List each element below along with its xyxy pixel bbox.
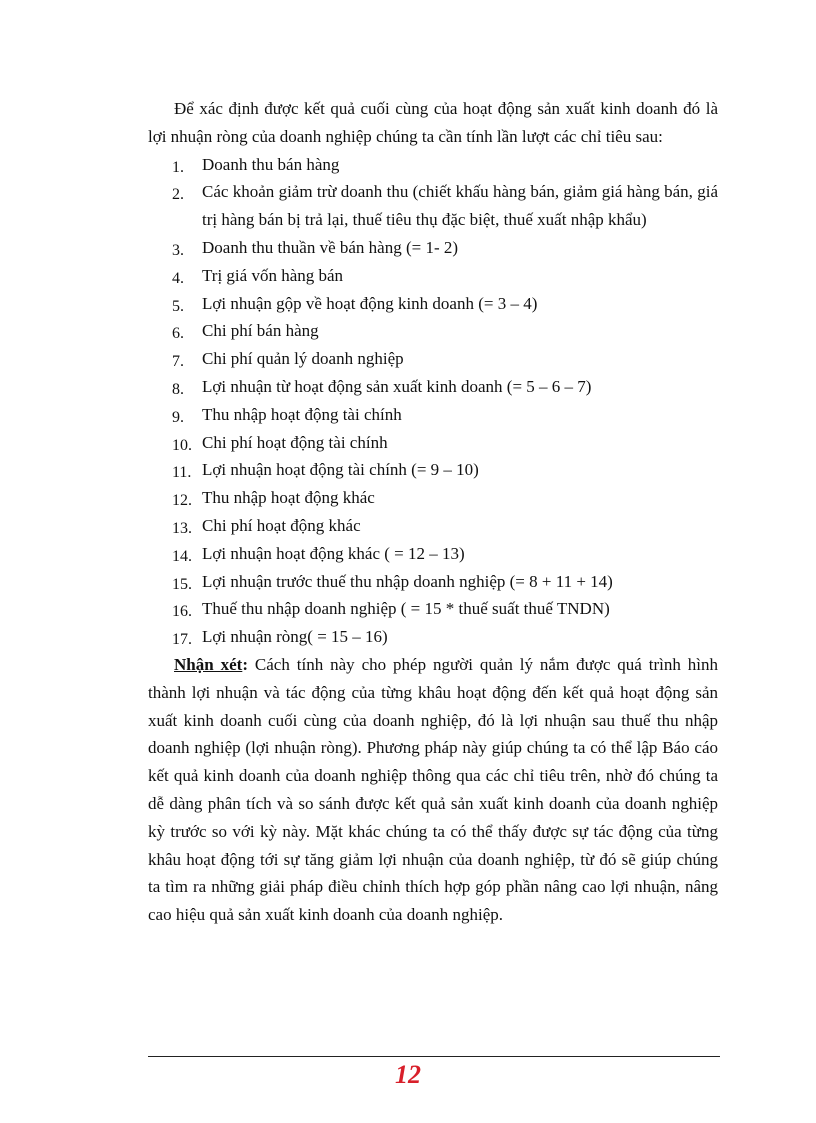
list-item-text: Thu nhập hoạt động tài chính (202, 404, 402, 424)
remark-text: Cách tính này cho phép người quản lý nắm được quá trình hình thành lợi nhuận và tác động của từng khâu hoạt động đến kết quả hoạt động sản xuất kinh doanh cuối cùng của doanh nghiệp, đó là lợi nhuận sau thuế thu nhập doanh nghiệp (lợi nhuận ròng). Phương pháp này giúp chúng ta có thể lập Báo cáo kết quả kinh doanh của doanh nghiệp thông qua các chỉ tiêu trên, nhờ đó chúng ta dễ dàng phân tích và so sánh được kết quả sản xuất kinh doanh của doanh nghiệp kỳ trước so với kỳ này. Mặt khác chúng ta có thể thấy được sự tác động của từng khâu hoạt động tới sự tăng giảm lợi nhuận của doanh nghiệp, từ đó sẽ giúp chúng ta tìm ra những giải pháp điều chỉnh thích hợp góp phần nâng cao lợi nhuận, nâng cao hiệu quả sản xuất kinh doanh của doanh nghiệp. (148, 654, 718, 925)
list-item-number: 7. (172, 353, 184, 371)
list-item-text: Chi phí bán hàng (202, 321, 319, 341)
list-item-number: 13. (172, 519, 192, 537)
remark-colon: : (242, 654, 248, 674)
list-item-number: 3. (172, 241, 184, 259)
list-item-text: Trị giá vốn hàng bán (202, 265, 344, 285)
footer-divider (148, 1056, 720, 1057)
list-item (148, 373, 718, 401)
list-item-number: 6. (172, 325, 184, 343)
list-item-number: 10. (172, 436, 192, 454)
list-item-text: Lợi nhuận hoạt động tài chính (= 9 – 10) (202, 460, 479, 480)
document-body (148, 95, 718, 929)
page-number: 12 (395, 1060, 421, 1089)
list-item-number: 5. (172, 297, 184, 315)
list-item-number: 16. (172, 603, 192, 621)
list-item (148, 345, 718, 373)
list-item (148, 151, 718, 179)
list-item-number: 14. (172, 547, 192, 565)
list-item-text: Chi phí hoạt động tài chính (202, 432, 388, 452)
list-item-number: 2. (172, 186, 184, 204)
list-item-number: 9. (172, 408, 184, 426)
list-item-number: 4. (172, 269, 184, 287)
intro-paragraph: Để xác định được kết quả cuối cùng của hoạt động sản xuất kinh doanh đó là lợi nhuận ròng của doanh nghiệp chúng ta cần tính lần lượt các chỉ tiêu sau: (148, 99, 718, 146)
list-item (148, 623, 718, 651)
list-item (148, 456, 718, 484)
list-item-text: Doanh thu bán hàng (202, 154, 340, 174)
list-item (148, 262, 718, 290)
list-item-number: 1. (172, 158, 184, 176)
list-item (148, 568, 718, 596)
list-item (148, 178, 718, 234)
list-item-number: 17. (172, 631, 192, 649)
list-item (148, 317, 718, 345)
remark-label: Nhận xét (174, 654, 243, 674)
list-item-text: Lợi nhuận hoạt động khác ( = 12 – 13) (202, 543, 465, 563)
list-item-text: Lợi nhuận trước thuế thu nhập doanh nghiệp (= 8 + 11 + 14) (202, 571, 613, 591)
list-item-number: 12. (172, 492, 192, 510)
list-item-text: Lợi nhuận gộp về hoạt động kinh doanh (= 3 – 4) (202, 293, 538, 313)
indicator-list (148, 151, 718, 651)
list-item (148, 429, 718, 457)
list-item-number: 8. (172, 380, 184, 398)
list-item (148, 595, 718, 623)
list-item-text: Lợi nhuận ròng( = 15 – 16) (202, 627, 388, 647)
list-item-number: 11. (172, 464, 192, 482)
list-item-text: Chi phí hoạt động khác (202, 515, 361, 535)
list-item (148, 484, 718, 512)
list-item (148, 290, 718, 318)
list-item (148, 234, 718, 262)
list-item-text: Lợi nhuận từ hoạt động sản xuất kinh doanh (= 5 – 6 – 7) (202, 376, 592, 396)
list-item-number: 15. (172, 575, 192, 593)
list-item (148, 540, 718, 568)
list-item (148, 401, 718, 429)
list-item-text: Các khoản giảm trừ doanh thu (chiết khấu hàng bán, giảm giá hàng bán, giá trị hàng bán bị trả lại, thuế tiêu thụ đặc biệt, thuế xuất nhập khẩu) (202, 182, 718, 230)
list-item-text: Thuế thu nhập doanh nghiệp ( = 15 * thuế suất thuế TNDN) (202, 599, 610, 619)
list-item-text: Doanh thu thuần về bán hàng (= 1- 2) (202, 237, 459, 257)
list-item (148, 512, 718, 540)
list-item-text: Thu nhập hoạt động khác (202, 488, 375, 508)
remark-paragraph (148, 651, 718, 929)
list-item-text: Chi phí quản lý doanh nghiệp (202, 349, 404, 369)
